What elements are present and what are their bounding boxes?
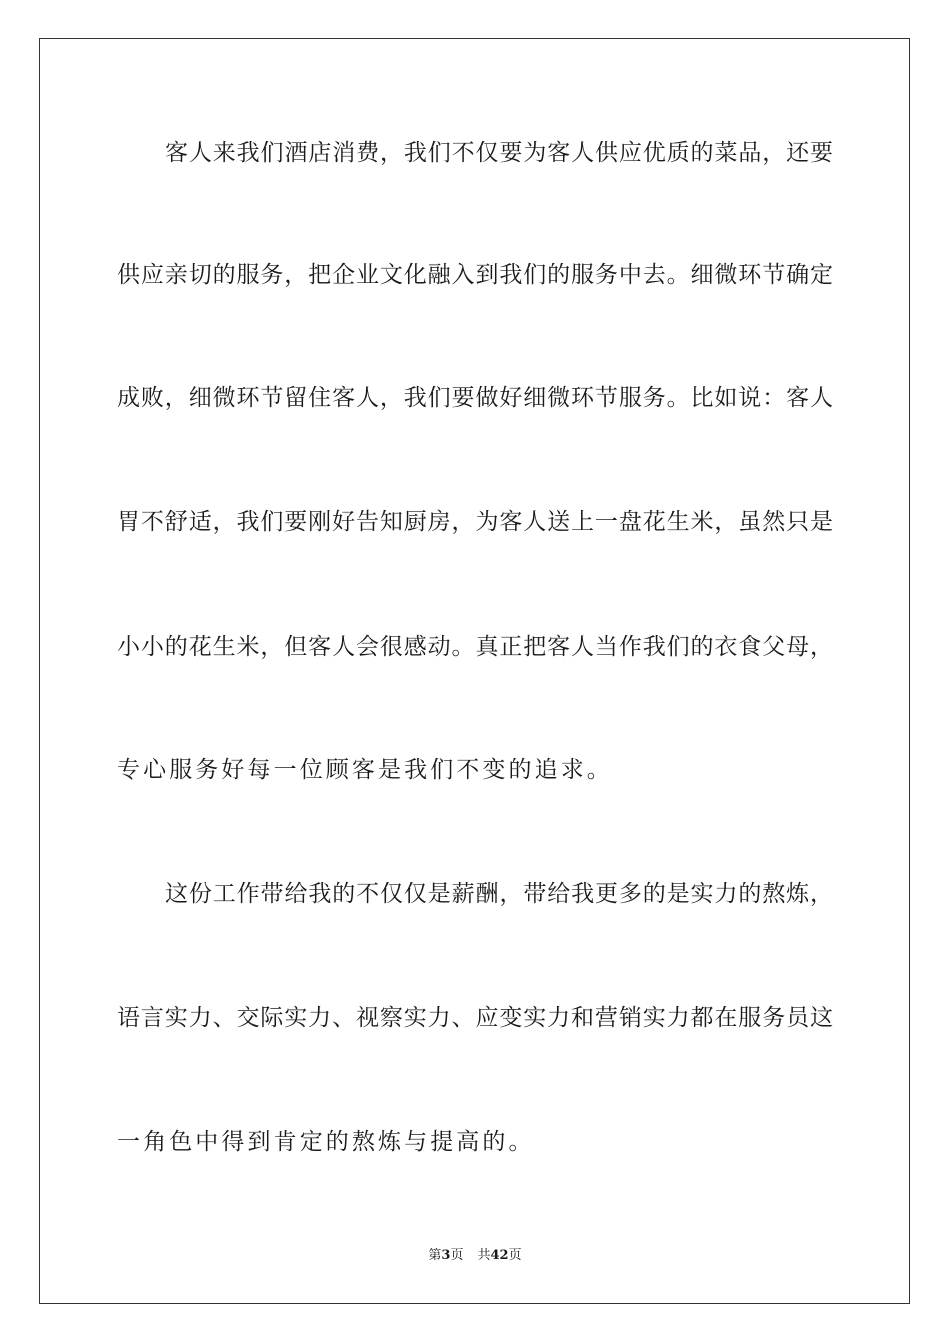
- page-suffix: 页: [450, 1248, 464, 1263]
- page-number: 3: [441, 1248, 451, 1263]
- paragraph-line: 供应亲切的服务，把企业文化融入到我们的服务中去。细微环节确定: [117, 262, 833, 288]
- paragraph-line: 胃不舒适，我们要刚好告知厨房，为客人送上一盘花生米，虽然只是: [117, 509, 833, 535]
- page-footer: [0, 1247, 950, 1265]
- page-border: [39, 38, 910, 1304]
- paragraph-line: 客人来我们酒店消费，我们不仅要为客人供应优质的菜品，还要: [165, 140, 833, 166]
- paragraph-line: 这份工作带给我的不仅仅是薪酬，带给我更多的是实力的熬炼，: [165, 881, 833, 907]
- paragraph-line: 语言实力、交际实力、视察实力、应变实力和营销实力都在服务员这: [117, 1005, 833, 1031]
- total-prefix: 共: [477, 1248, 491, 1263]
- page-prefix: 第: [428, 1248, 442, 1263]
- paragraph-line: 专心服务好每一位顾客是我们不变的追求。: [117, 757, 613, 783]
- paragraph-line: 成败，细微环节留住客人，我们要做好细微环节服务。比如说：客人: [117, 385, 833, 411]
- paragraph-line: 一角色中得到肯定的熬炼与提高的。: [117, 1129, 535, 1155]
- total-suffix: 页: [508, 1248, 522, 1263]
- paragraph-line: 小小的花生米，但客人会很感动。真正把客人当作我们的衣食父母，: [117, 634, 833, 660]
- total-pages: 42: [490, 1248, 509, 1263]
